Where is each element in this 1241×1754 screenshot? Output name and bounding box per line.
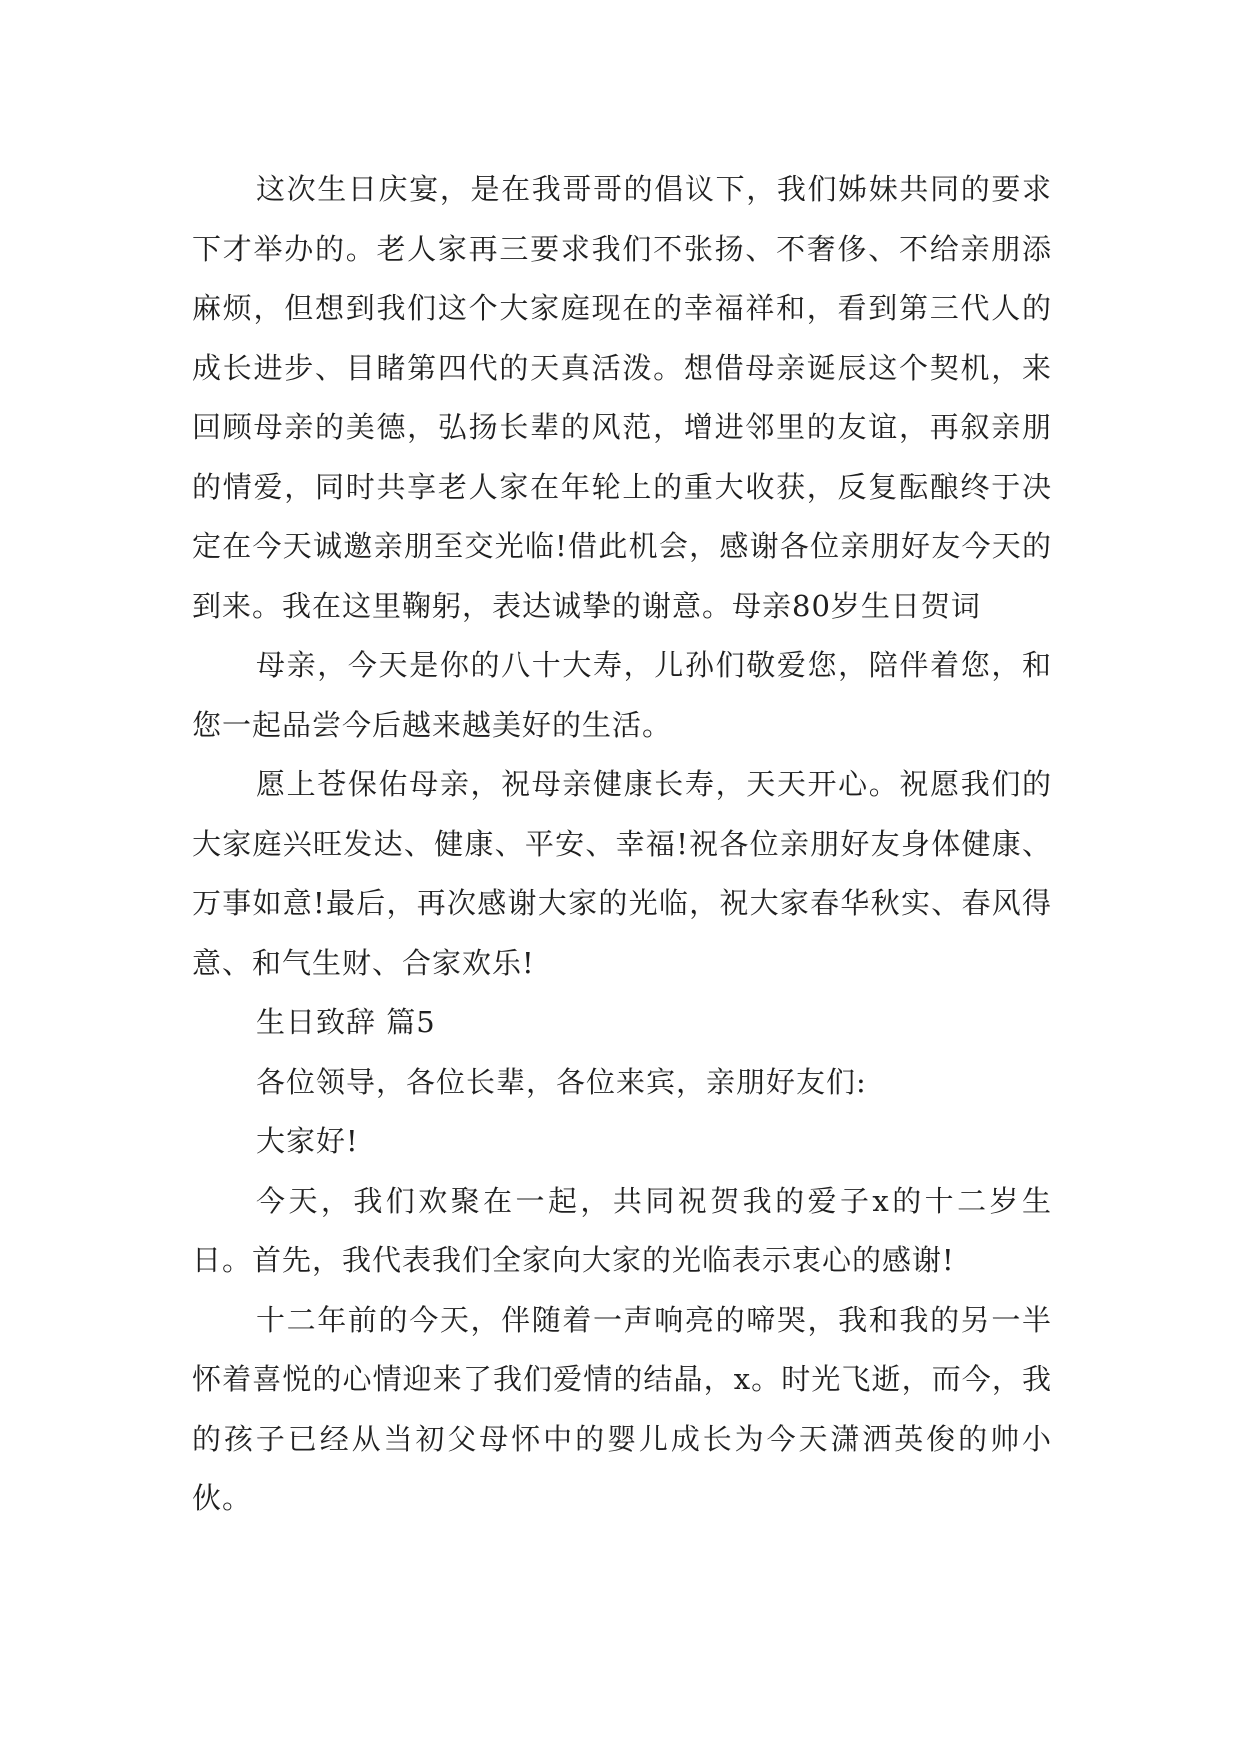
document-body bbox=[192, 160, 1052, 1529]
paragraph-birthday-banquet: 这次生日庆宴，是在我哥哥的倡议下，我们姊妹共同的要求下才举办的。老人家再三要求我们不张扬、不奢侈、不给亲朋添麻烦，但想到我们这个大家庭现在的幸福祥和，看到第三代人的成长进步、目睹第四代的天真活泼。想借母亲诞辰这个契机，来回顾母亲的美德，弘扬长辈的风范，增进邻里的友谊，再叙亲朋的情爱，同时共享老人家在年轮上的重大收获，反复酝酿终于决定在今天诚邀亲朋至交光临!借此机会，感谢各位亲朋好友今天的到来。我在这里鞠躬，表达诚挚的谢意。母亲80岁生日贺词 bbox=[192, 172, 1052, 623]
paragraph-mother-eightieth: 母亲，今天是你的八十大寿，儿孙们敬爱您，陪伴着您，和您一起品尝今后越来越美好的生活。 bbox=[192, 648, 1052, 742]
greeting-line: 各位领导，各位长辈，各位来宾，亲朋好友们: bbox=[256, 1064, 867, 1099]
hello-line: 大家好! bbox=[256, 1124, 359, 1158]
paragraph-blessing: 愿上苍保佑母亲，祝母亲健康长寿，天天开心。祝愿我们的大家庭兴旺发达、健康、平安、幸福!祝各位亲朋好友身体健康、万事如意!最后，再次感谢大家的光临，祝大家春华秋实、春风得意、和气生财、合家欢乐! bbox=[192, 767, 1052, 980]
section-heading: 生日致辞 篇5 bbox=[256, 1005, 436, 1039]
paragraph-twelve-years-ago: 十二年前的今天，伴随着一声响亮的啼哭，我和我的另一半怀着喜悦的心情迎来了我们爱情的结晶，x。时光飞逝，而今，我的孩子已经从当初父母怀中的婴儿成长为今天潇洒英俊的帅小伙。 bbox=[192, 1302, 1052, 1515]
paragraph-celebration: 今天，我们欢聚在一起，共同祝贺我的爱子x的十二岁生日。首先，我代表我们全家向大家的光临表示衷心的感谢! bbox=[192, 1183, 1052, 1277]
